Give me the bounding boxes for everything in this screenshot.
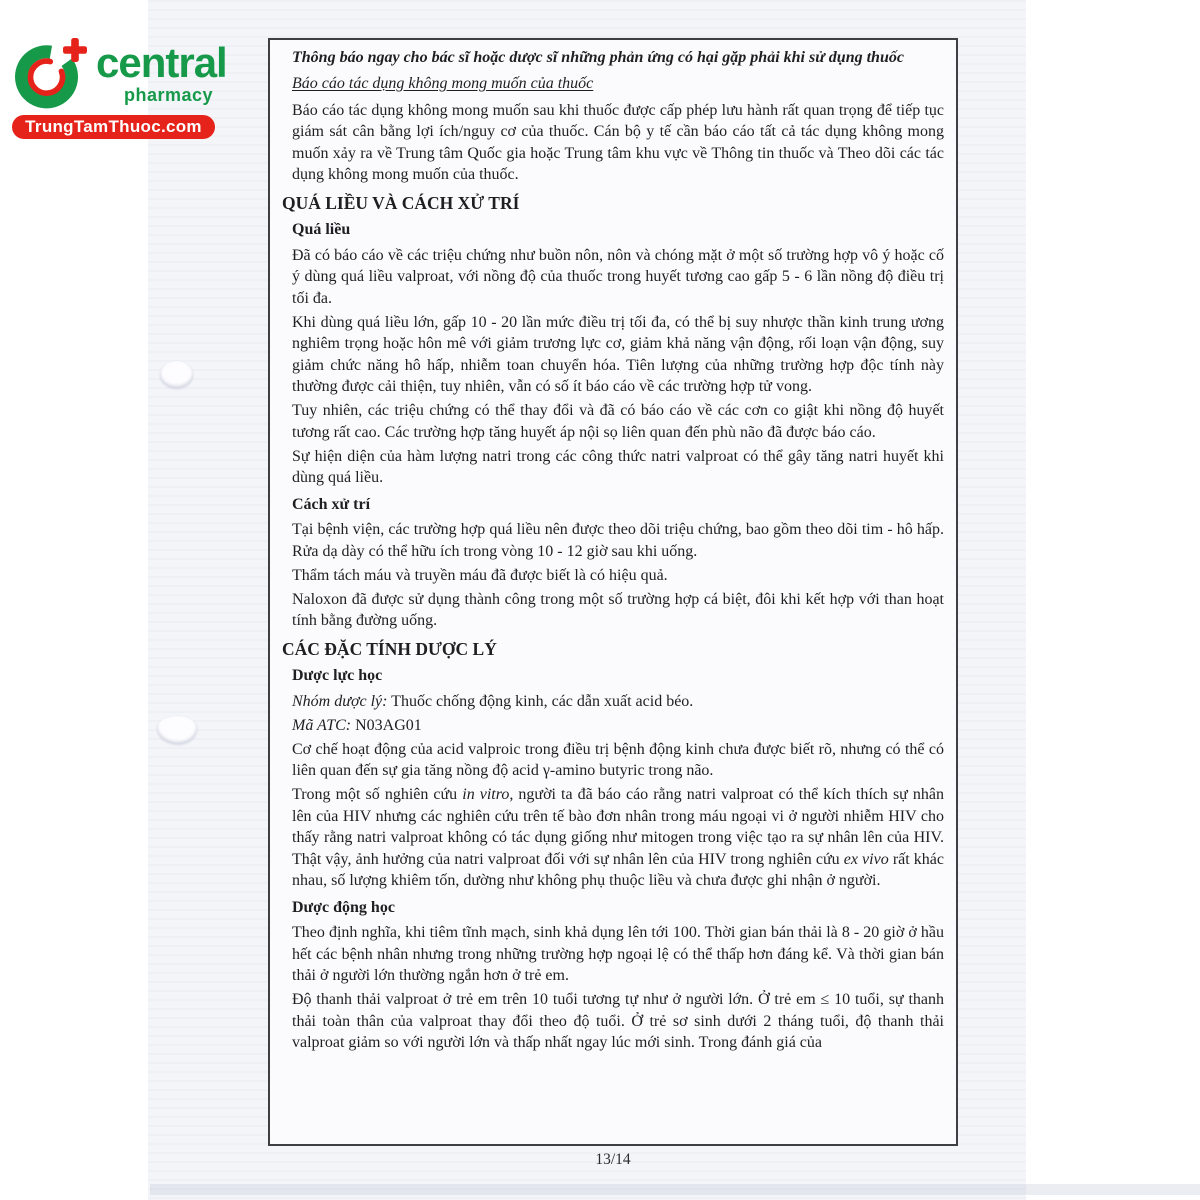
paragraph: Theo định nghĩa, khi tiêm tĩnh mạch, sinh khả dụng lên tới 100. Thời gian bán thải là 8 - 20 giờ ở hầu hết các bệnh nhân nhưng trong những trường hợp ngoại lệ có thể thấp hơn đáng kể. Và thời gian bán thải ở người lớn thường ngắn hơn ở trẻ em. <box>292 924 944 984</box>
document-body <box>282 47 944 1054</box>
pharmacy-logo <box>12 34 237 140</box>
leaflet-text-box <box>268 38 958 1146</box>
brand-subtitle: pharmacy <box>124 85 214 105</box>
website-badge: TrungTamThuoc.com <box>12 115 215 139</box>
paragraph: Trong một số nghiên cứu in vitro, người ta đã báo cáo rằng natri valproat có thể kích thích sự nhân lên của HIV nhưng các nghiên cứu trên tế bào đơn nhân trong máu ngoại vi ở người nhiễm HIV cho thấy rằng natri valproat không có tác dụng giống như mitogen trong việc tạo ra sự nhân lên của HIV. Thật vậy, ảnh hưởng của natri valproat đối với sự nhân lên của HIV trong nghiên cứu ex vivo rất khác nhau, số lượng khiêm tốn, dường như không phụ thuộc liều và chưa được ghi nhận ở người. <box>292 786 945 889</box>
sub-heading: Quá liều <box>292 221 351 238</box>
sub-heading: Dược động học <box>292 898 395 916</box>
brand-name: central <box>96 39 227 86</box>
notice-paragraph: Thông báo ngay cho bác sĩ hoặc dược sĩ những phản ứng có hại gặp phải khi sử dụng thuốc <box>292 48 904 66</box>
paragraph: Thẩm tách máu và truyền máu đã được biết là có hiệu quả. <box>292 566 668 584</box>
paragraph: Naloxon đã được sử dụng thành công trong một số trường hợp cá biệt, đôi khi kết hợp với than hoạt tính bằng đường uống. <box>292 590 944 629</box>
page-number: 13/14 <box>595 1151 631 1168</box>
paragraph: Đã có báo cáo về các triệu chứng như buồn nôn, nôn và chóng mặt ở một số trường hợp vô ý hoặc cố ý dùng quá liều valproat, với nồng độ của thuốc trong huyết tương cao gấp 5 - 6 lần nồng độ điều trị tối đa. <box>292 246 944 307</box>
section-heading: CÁC ĐẶC TÍNH DƯỢC LÝ <box>282 638 497 659</box>
paragraph: Mã ATC: N03AG01 <box>292 716 422 734</box>
paragraph: Nhóm dược lý: Thuốc chống động kinh, các dẫn xuất acid béo. <box>292 692 694 710</box>
paragraph: Khi dùng quá liều lớn, gấp 10 - 20 lần mức điều trị tối đa, có thể bị suy nhược thần kinh trung ương nghiêm trọng hoặc hôn mê với giảm trương lực cơ, giảm khả năng vận động, rối loạn vận động, suy giảm chức năng hô hấp, nhiễm toan chuyển hóa. Tiên lượng của những trường hợp độc tính này thường được cải thiện, tuy nhiên, vẫn có số ít báo cáo về các trường hợp tử vong. <box>292 313 944 395</box>
paragraph: Tuy nhiên, các triệu chứng có thể thay đổi và đã có báo cáo về các cơn co giật khi nồng độ huyết tương rất cao. Các trường hợp tăng huyết áp nội sọ liên quan đến phù não đã được báo cáo. <box>292 402 944 441</box>
scan-artifact-band <box>150 1184 1200 1195</box>
central-pharmacy-c-icon <box>12 36 94 112</box>
underlined-heading: Báo cáo tác dụng không mong muốn của thuốc <box>292 75 594 92</box>
paragraph: Sự hiện diện của hàm lượng natri trong các công thức natri valproat có thể gây tăng natri huyết khi dùng quá liều. <box>292 447 944 486</box>
section-heading: QUÁ LIỀU VÀ CÁCH XỬ TRÍ <box>282 192 520 213</box>
paragraph: Báo cáo tác dụng không mong muốn sau khi thuốc được cấp phép lưu hành rất quan trọng để tiếp tục giám sát cân bằng lợi ích/nguy cơ của thuốc. Cán bộ y tế cần báo cáo tất cả tác dụng không mong muốn xảy ra về Trung tâm Quốc gia hoặc Trung tâm khu vực về Thông tin thuốc và Theo dõi các tác dụng không mong muốn của thuốc. <box>292 101 944 183</box>
paragraph: Tại bệnh viện, các trường hợp quá liều nên được theo dõi triệu chứng, bao gồm theo dõi tim - hô hấp. Rửa dạ dày có thể hữu ích trong vòng 10 - 12 giờ sau khi uống. <box>292 521 944 560</box>
paragraph: Độ thanh thải valproat ở trẻ em trên 10 tuổi tương tự như ở người lớn. Ở trẻ em ≤ 10 tuổi, sự thanh thải toàn thân của valproat thay đổi theo độ tuổi. Ở trẻ sơ sinh dưới 2 tháng tuổi, độ thanh thải valproat giảm so với người lớn và thấp nhất ngay lúc mới sinh. Trong đánh giá của <box>292 991 944 1051</box>
sub-heading: Cách xử trí <box>292 495 371 513</box>
sub-heading: Dược lực học <box>292 667 383 684</box>
paragraph: Cơ chế hoạt động của acid valproic trong điều trị bệnh động kinh chưa được biết rõ, nhưng có thể có liên quan đến sự gia tăng nồng độ acid γ-amino butyric trong não. <box>292 740 944 779</box>
punch-hole-top <box>160 361 193 388</box>
